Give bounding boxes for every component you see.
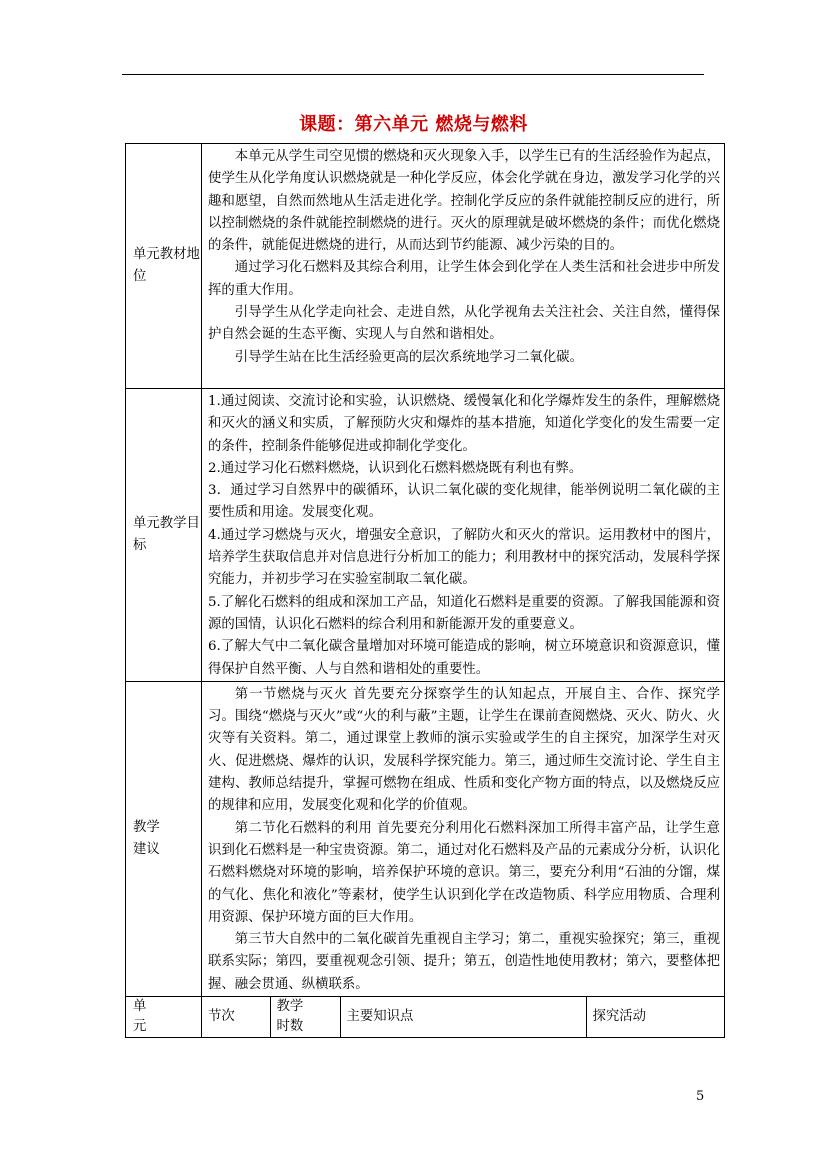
row-position bbox=[126, 144, 725, 389]
col-header-activity: 探究活动 bbox=[586, 997, 725, 1037]
col-header-unit bbox=[126, 997, 202, 1038]
advice-paragraph: 第二节化石燃料的利用 首先要充分利用化石燃料深加工所得丰富产品，让学生意识到化石燃料是一种宝贵资源。第二，通过对化石燃料及产品的元素成分分析，认识化石燃料燃烧对环境的影响，培养保护环境的意识。第三，要充分利用“石油的分馏，煤的气化、焦化和液化”等素材，使学生认识到化学在改造物质、科学应用物质、合理利用资源、保护环境方面的巨大作用。 bbox=[208, 820, 720, 925]
goal-item: 1.通过阅读、交流讨论和实验，认识燃烧、缓慢氧化和化学爆炸发生的条件，理解燃烧和灭火的涵义和实质，了解预防火灾和爆炸的基本措施，知道化学变化的发生需要一定的条件，控制条件能够促进或抑制化学变化。 bbox=[208, 394, 720, 454]
position-paragraph: 通过学习化石燃料及其综合利用，让学生体会到化学在人类生活和社会进步中所发挥的重大作用。 bbox=[208, 260, 720, 298]
col-header-hours bbox=[270, 997, 340, 1037]
goal-item: 2.通过学习化石燃料燃烧，认识到化石燃料燃烧既有利也有弊。 bbox=[208, 460, 583, 476]
unit-header-line2: 元 bbox=[133, 1019, 147, 1035]
header-subtable bbox=[202, 997, 725, 1037]
row-label-goals: 单元教学目标 bbox=[126, 389, 202, 682]
advice-paragraph: 第一节燃烧与灭火 首先要充分探察学生的认知起点，开展自主、合作、探究学习。围绕“燃烧与灭火”或“火的利与蔽”主题，让学生在课前查阅燃烧、灭火、防火、火灾等有关资料。第二，通过课堂上教师的演示实验或学生的自主探究，加深学生对灭火、促进燃烧、爆炸的认识，发展科学探究能力。第三，通过师生交流讨论、学生自主建构、教师总结提升，掌握可燃物在组成、性质和变化产物方面的特点，以及燃烧反应的规律和应用，发展变化观和化学的价值观。 bbox=[208, 686, 720, 814]
advice-content bbox=[202, 681, 725, 996]
position-paragraph: 本单元从学生司空见惯的燃烧和灭火现象入手，以学生已有的生活经验作为起点，使学生从化学角度认识燃烧就是一种化学反应，体会化学就在身边，激发学习化学的兴趣和愿望，自然而然地从生活走进化学。控制化学反应的条件就能控制反应的进行，所以控制燃烧的条件就能控制燃烧的进行。灭火的原理就是破坏燃烧的条件；而优化燃烧的条件，就能促进燃烧的进行，从而达到节约能源、减少污染的目的。 bbox=[208, 149, 720, 254]
page-title: 课题：第六单元 燃烧与燃料 bbox=[299, 114, 528, 135]
advice-label-line2: 建议 bbox=[133, 841, 160, 857]
goal-item: 3．通过学习自然界中的碳循环，认识二氧化碳的变化规律，能举例说明二氧化碳的主要性质和用途。发展变化观。 bbox=[208, 483, 720, 521]
hours-header-line1: 教学 bbox=[276, 999, 304, 1015]
goal-item: 5.了解化石燃料的组成和深加工产品，知道化石燃料是重要的资源。了解我国能源和资源的国情，认识化石燃料的综合利用和新能源开发的重要意义。 bbox=[208, 594, 720, 632]
goals-content bbox=[202, 389, 725, 682]
position-content bbox=[202, 144, 725, 389]
unit-header-line1: 单 bbox=[133, 999, 147, 1015]
goal-item: 4.通过学习燃烧与灭火，增强安全意识，了解防火和灭火的常识。运用教材中的图片，培养学生获取信息并对信息进行分析加工的能力；利用教材中的探究活动，发展科学探究能力，并初步学习在实验室制取二氧化碳。 bbox=[208, 527, 720, 588]
row-label-advice bbox=[126, 681, 202, 996]
unit-plan-table bbox=[125, 143, 725, 1038]
advice-label-line1: 教学 bbox=[133, 819, 160, 835]
hours-header-line2: 时数 bbox=[276, 1019, 304, 1035]
advice-paragraph: 第三节大自然中的二氧化碳首先重视自主学习；第二，重视实验探究；第三，重视联系实际；第四，要重视观念引领、提升；第五，创造性地使用教材；第六，要整体把握、融会贯通、纵横联系。 bbox=[208, 932, 720, 992]
col-header-knowledge: 主要知识点 bbox=[340, 997, 586, 1037]
col-header-section: 节次 bbox=[208, 1009, 235, 1025]
position-paragraph: 引导学生从化学走向社会、走进自然，从化学视角去关注社会、关注自然，懂得保护自然会诞的生态平衡、实现人与自然和谐相处。 bbox=[208, 305, 720, 343]
row-label-position: 单元教材地位 bbox=[126, 144, 202, 389]
header-rule bbox=[122, 74, 704, 75]
row-column-headers bbox=[126, 997, 725, 1038]
position-paragraph: 引导学生站在比生活经验更高的层次系统地学习二氧化碳。 bbox=[234, 349, 583, 365]
goal-item: 6.了解大气中二氧化碳含量增加对环境可能造成的影响，树立环境意识和资源意识，懂得保护自然平衡、人与自然和谐相处的重要性。 bbox=[208, 639, 720, 677]
row-advice bbox=[126, 681, 725, 996]
header-subcells bbox=[202, 997, 725, 1038]
page-number: 5 bbox=[696, 1089, 705, 1104]
row-goals bbox=[126, 389, 725, 682]
